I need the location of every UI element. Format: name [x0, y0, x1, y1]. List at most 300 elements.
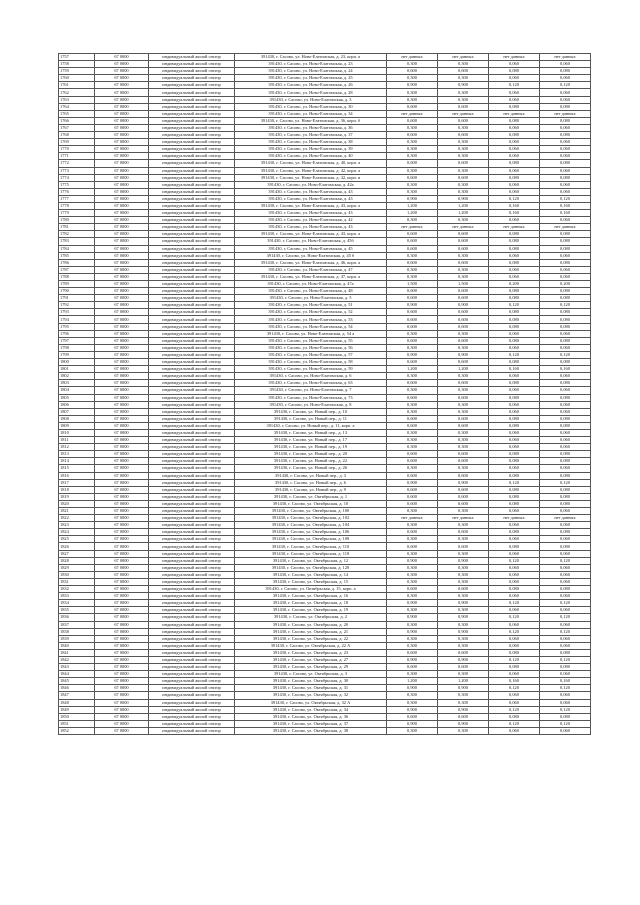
- code-cell: 67 0000: [95, 422, 149, 429]
- value-cell-4: 0,080: [540, 649, 591, 656]
- row-number-cell: 1759: [59, 68, 95, 75]
- category-cell: индивидуальный жилой сектор: [149, 153, 235, 160]
- value-cell-4: 0,080: [540, 132, 591, 139]
- value-cell-4: 0,080: [540, 543, 591, 550]
- value-cell-3: 0,060: [489, 252, 540, 259]
- value-cell-3: 0,080: [489, 422, 540, 429]
- value-cell-1: 0,300: [387, 330, 438, 337]
- code-cell: 67 0000: [95, 202, 149, 209]
- value-cell-2: 0,600: [438, 68, 489, 75]
- value-cell-1: 0,900: [387, 706, 438, 713]
- row-number-cell: 1835: [59, 607, 95, 614]
- code-cell: 67 0000: [95, 288, 149, 295]
- category-cell: индивидуальный жилой сектор: [149, 61, 235, 68]
- value-cell-4: 0,080: [540, 586, 591, 593]
- row-number-cell: 1816: [59, 472, 95, 479]
- value-cell-3: 0,080: [489, 245, 540, 252]
- value-cell-1: нет данных: [387, 224, 438, 231]
- address-cell: 391430, г. Сасово, ул. Ново-Елатомская, д. 53: [235, 316, 387, 323]
- value-cell-4: 0,080: [540, 68, 591, 75]
- value-cell-1: 1,500: [387, 281, 438, 288]
- address-cell: 391430, г. Сасово, ул. Ново-Елатомская, д. 23: [235, 61, 387, 68]
- table-row: [59, 337, 591, 344]
- value-cell-4: 0,120: [540, 720, 591, 727]
- row-number-cell: 1809: [59, 422, 95, 429]
- table-row: [59, 96, 591, 103]
- row-number-cell: 1774: [59, 174, 95, 181]
- row-number-cell: 1839: [59, 635, 95, 642]
- value-cell-3: 0,080: [489, 238, 540, 245]
- code-cell: 67 0000: [95, 359, 149, 366]
- category-cell: индивидуальный жилой сектор: [149, 387, 235, 394]
- value-cell-2: 1,500: [438, 281, 489, 288]
- code-cell: 67 0000: [95, 713, 149, 720]
- value-cell-1: 0,300: [387, 550, 438, 557]
- row-number-cell: 1841: [59, 649, 95, 656]
- category-cell: индивидуальный жилой сектор: [149, 635, 235, 642]
- row-number-cell: 1831: [59, 578, 95, 585]
- category-cell: индивидуальный жилой сектор: [149, 550, 235, 557]
- value-cell-4: 0,120: [540, 656, 591, 663]
- value-cell-4: 0,080: [540, 713, 591, 720]
- code-cell: 67 0000: [95, 273, 149, 280]
- category-cell: индивидуальный жилой сектор: [149, 656, 235, 663]
- code-cell: 67 0000: [95, 281, 149, 288]
- category-cell: индивидуальный жилой сектор: [149, 543, 235, 550]
- table-row: [59, 103, 591, 110]
- row-number-cell: 1824: [59, 529, 95, 536]
- value-cell-4: 0,080: [540, 500, 591, 507]
- value-cell-2: 1,200: [438, 678, 489, 685]
- address-cell: 391430, г. Сасово, ул. Ново-Елатомская, д. 43: [235, 210, 387, 217]
- row-number-cell: 1767: [59, 124, 95, 131]
- value-cell-2: 0,300: [438, 61, 489, 68]
- value-cell-2: 0,300: [438, 401, 489, 408]
- value-cell-4: 0,060: [540, 217, 591, 224]
- value-cell-1: 0,600: [387, 415, 438, 422]
- value-cell-1: 0,600: [387, 160, 438, 167]
- value-cell-2: 0,600: [438, 174, 489, 181]
- code-cell: 67 0000: [95, 188, 149, 195]
- code-cell: 67 0000: [95, 706, 149, 713]
- address-cell: 391430, г. Сасово, ул. Ново-Елатомская, д. 45 б: [235, 252, 387, 259]
- value-cell-3: 0,120: [489, 720, 540, 727]
- code-cell: 67 0000: [95, 444, 149, 451]
- table-row: [59, 288, 591, 295]
- code-cell: 67 0000: [95, 543, 149, 550]
- row-number-cell: 1770: [59, 146, 95, 153]
- value-cell-4: 0,080: [540, 174, 591, 181]
- category-cell: индивидуальный жилой сектор: [149, 252, 235, 259]
- row-number-cell: 1834: [59, 600, 95, 607]
- value-cell-2: 0,900: [438, 479, 489, 486]
- value-cell-4: 0,060: [540, 89, 591, 96]
- address-cell: 391430, г. Сасово, ул. Ново-Елатомская, д. 42, корп. в: [235, 174, 387, 181]
- value-cell-4: 0,080: [540, 415, 591, 422]
- value-cell-4: нет данных: [540, 110, 591, 117]
- value-cell-4: 0,060: [540, 344, 591, 351]
- value-cell-2: 0,600: [438, 117, 489, 124]
- value-cell-3: 0,060: [489, 408, 540, 415]
- row-number-cell: 1757: [59, 54, 95, 61]
- category-cell: индивидуальный жилой сектор: [149, 564, 235, 571]
- address-cell: 391430, г. Сасово, ул. Октябрьская, д. 36: [235, 713, 387, 720]
- row-number-cell: 1776: [59, 188, 95, 195]
- category-cell: индивидуальный жилой сектор: [149, 124, 235, 131]
- row-number-cell: 1810: [59, 429, 95, 436]
- address-cell: 391430, г. Сасово, ул. Ново-Елатомская, д. 57: [235, 351, 387, 358]
- value-cell-3: 0,060: [489, 508, 540, 515]
- code-cell: 67 0000: [95, 96, 149, 103]
- value-cell-2: 0,600: [438, 529, 489, 536]
- row-number-cell: 1801: [59, 366, 95, 373]
- value-cell-3: 0,060: [489, 344, 540, 351]
- table-row: [59, 146, 591, 153]
- table-row: [59, 68, 591, 75]
- value-cell-2: 0,600: [438, 543, 489, 550]
- code-cell: 67 0000: [95, 302, 149, 309]
- category-cell: индивидуальный жилой сектор: [149, 266, 235, 273]
- table-row: [59, 628, 591, 635]
- value-cell-3: 0,080: [489, 68, 540, 75]
- row-number-cell: 1780: [59, 217, 95, 224]
- value-cell-2: 0,300: [438, 444, 489, 451]
- code-cell: 67 0000: [95, 642, 149, 649]
- code-cell: 67 0000: [95, 508, 149, 515]
- address-cell: 391430, г. Сасово, ул. Ново-Елатомская, д. 42а: [235, 181, 387, 188]
- value-cell-3: 0,080: [489, 486, 540, 493]
- value-cell-3: 0,080: [489, 160, 540, 167]
- row-number-cell: 1842: [59, 656, 95, 663]
- value-cell-2: 0,600: [438, 259, 489, 266]
- table-row: [59, 422, 591, 429]
- category-cell: индивидуальный жилой сектор: [149, 642, 235, 649]
- address-cell: 391430, г. Сасово, ул. Ново-Елатомская, д. 45б: [235, 238, 387, 245]
- row-number-cell: 1797: [59, 337, 95, 344]
- row-number-cell: 1798: [59, 344, 95, 351]
- value-cell-3: 0,060: [489, 437, 540, 444]
- value-cell-1: 0,300: [387, 373, 438, 380]
- value-cell-3: 0,060: [489, 167, 540, 174]
- category-cell: индивидуальный жилой сектор: [149, 465, 235, 472]
- value-cell-1: 0,600: [387, 713, 438, 720]
- value-cell-1: 0,300: [387, 444, 438, 451]
- value-cell-4: 0,060: [540, 508, 591, 515]
- value-cell-4: 0,080: [540, 259, 591, 266]
- row-number-cell: 1769: [59, 139, 95, 146]
- address-cell: 391430, г. Сасово, ул. Новый пер., д. 6: [235, 479, 387, 486]
- value-cell-4: 0,060: [540, 408, 591, 415]
- code-cell: 67 0000: [95, 586, 149, 593]
- address-cell: 391430, г. Сасово, ул. Октябрьская, д. 29: [235, 664, 387, 671]
- category-cell: индивидуальный жилой сектор: [149, 522, 235, 529]
- value-cell-1: 0,600: [387, 500, 438, 507]
- value-cell-1: 0,600: [387, 238, 438, 245]
- category-cell: индивидуальный жилой сектор: [149, 273, 235, 280]
- value-cell-1: 0,300: [387, 621, 438, 628]
- value-cell-4: 0,080: [540, 472, 591, 479]
- row-number-cell: 1806: [59, 401, 95, 408]
- value-cell-1: 0,900: [387, 656, 438, 663]
- address-cell: 391430, г. Сасово, ул. Октябрьская, д. 27: [235, 656, 387, 663]
- code-cell: 67 0000: [95, 139, 149, 146]
- value-cell-4: 0,080: [540, 337, 591, 344]
- table-row: [59, 153, 591, 160]
- code-cell: 67 0000: [95, 316, 149, 323]
- code-cell: 67 0000: [95, 564, 149, 571]
- value-cell-3: 0,120: [489, 706, 540, 713]
- table-row: [59, 607, 591, 614]
- table-row: [59, 394, 591, 401]
- address-cell: 391430, г. Сасово, ул. Новый пер., д. 11, корп. а: [235, 422, 387, 429]
- value-cell-1: 0,300: [387, 139, 438, 146]
- value-cell-3: 0,060: [489, 578, 540, 585]
- value-cell-2: 0,300: [438, 699, 489, 706]
- row-number-cell: 1761: [59, 82, 95, 89]
- row-number-cell: 1814: [59, 458, 95, 465]
- address-cell: 391430, г. Сасово, ул. Новый пер., д. 11: [235, 415, 387, 422]
- value-cell-3: нет данных: [489, 515, 540, 522]
- row-number-cell: 1815: [59, 465, 95, 472]
- address-cell: 391430, г. Сасово, ул. Ново-Елатомская, д. 25: [235, 75, 387, 82]
- category-cell: индивидуальный жилой сектор: [149, 486, 235, 493]
- row-number-cell: 1838: [59, 628, 95, 635]
- value-cell-1: 0,300: [387, 61, 438, 68]
- value-cell-2: 0,600: [438, 359, 489, 366]
- value-cell-1: 0,600: [387, 664, 438, 671]
- address-cell: 391430, г. Сасово, ул. Октябрьская, д. 10: [235, 500, 387, 507]
- value-cell-4: 0,120: [540, 600, 591, 607]
- address-cell: 391430, г. Сасово, ул. Октябрьская, д. 20: [235, 621, 387, 628]
- value-cell-2: 0,900: [438, 82, 489, 89]
- value-cell-2: 0,900: [438, 628, 489, 635]
- value-cell-2: 0,300: [438, 344, 489, 351]
- address-cell: 391430, г. Сасово, ул. Октябрьская, д. 16: [235, 593, 387, 600]
- table-row: [59, 536, 591, 543]
- value-cell-1: 0,300: [387, 671, 438, 678]
- value-cell-2: 0,600: [438, 380, 489, 387]
- value-cell-2: 0,600: [438, 451, 489, 458]
- code-cell: 67 0000: [95, 678, 149, 685]
- value-cell-4: нет данных: [540, 54, 591, 61]
- code-cell: 67 0000: [95, 89, 149, 96]
- value-cell-3: 0,080: [489, 288, 540, 295]
- category-cell: индивидуальный жилой сектор: [149, 628, 235, 635]
- row-number-cell: 1811: [59, 437, 95, 444]
- code-cell: 67 0000: [95, 238, 149, 245]
- value-cell-2: 0,600: [438, 664, 489, 671]
- code-cell: 67 0000: [95, 656, 149, 663]
- value-cell-1: 0,600: [387, 472, 438, 479]
- value-cell-4: 0,080: [540, 103, 591, 110]
- row-number-cell: 1829: [59, 564, 95, 571]
- row-number-cell: 1826: [59, 543, 95, 550]
- value-cell-2: 0,300: [438, 727, 489, 734]
- code-cell: 67 0000: [95, 571, 149, 578]
- value-cell-3: 0,200: [489, 281, 540, 288]
- table-row: [59, 359, 591, 366]
- category-cell: индивидуальный жилой сектор: [149, 422, 235, 429]
- value-cell-2: 0,300: [438, 429, 489, 436]
- table-row: [59, 550, 591, 557]
- address-cell: 391430, г. Сасово, ул. Ново-Елатомская, д. 30: [235, 103, 387, 110]
- value-cell-3: 0,080: [489, 493, 540, 500]
- table-row: [59, 649, 591, 656]
- value-cell-1: 0,900: [387, 557, 438, 564]
- value-cell-3: 0,060: [489, 153, 540, 160]
- value-cell-4: 0,060: [540, 671, 591, 678]
- value-cell-1: 0,600: [387, 422, 438, 429]
- value-cell-3: 0,080: [489, 231, 540, 238]
- value-cell-4: 0,160: [540, 678, 591, 685]
- address-cell: 391430, г. Сасово, ул. Октябрьская, д. 32 А: [235, 699, 387, 706]
- value-cell-4: 0,120: [540, 685, 591, 692]
- value-cell-3: нет данных: [489, 224, 540, 231]
- category-cell: индивидуальный жилой сектор: [149, 593, 235, 600]
- code-cell: 67 0000: [95, 593, 149, 600]
- row-number-cell: 1794: [59, 316, 95, 323]
- value-cell-1: 0,600: [387, 231, 438, 238]
- row-number-cell: 1817: [59, 479, 95, 486]
- row-number-cell: 1772: [59, 160, 95, 167]
- row-number-cell: 1765: [59, 110, 95, 117]
- code-cell: 67 0000: [95, 671, 149, 678]
- code-cell: 67 0000: [95, 692, 149, 699]
- code-cell: 67 0000: [95, 408, 149, 415]
- category-cell: индивидуальный жилой сектор: [149, 181, 235, 188]
- value-cell-4: 0,120: [540, 195, 591, 202]
- value-cell-3: 0,060: [489, 146, 540, 153]
- category-cell: индивидуальный жилой сектор: [149, 720, 235, 727]
- category-cell: индивидуальный жилой сектор: [149, 359, 235, 366]
- value-cell-1: 0,300: [387, 273, 438, 280]
- value-cell-3: 0,120: [489, 614, 540, 621]
- value-cell-1: 0,300: [387, 564, 438, 571]
- address-cell: 391430, г. Сасово, ул. Ново-Елатомская, д. 45: [235, 245, 387, 252]
- table-row: [59, 210, 591, 217]
- value-cell-1: 0,300: [387, 89, 438, 96]
- address-cell: 391430, г. Сасово, ул. Октябрьская, д. 118: [235, 550, 387, 557]
- value-cell-2: 1,200: [438, 202, 489, 209]
- value-cell-1: 0,900: [387, 720, 438, 727]
- code-cell: 67 0000: [95, 68, 149, 75]
- code-cell: 67 0000: [95, 720, 149, 727]
- table-row: [59, 132, 591, 139]
- row-number-cell: 1819: [59, 493, 95, 500]
- value-cell-4: 0,060: [540, 429, 591, 436]
- value-cell-1: 0,300: [387, 522, 438, 529]
- value-cell-4: 0,080: [540, 295, 591, 302]
- value-cell-4: 0,080: [540, 117, 591, 124]
- row-number-cell: 1771: [59, 153, 95, 160]
- code-cell: 67 0000: [95, 415, 149, 422]
- row-number-cell: 1803: [59, 380, 95, 387]
- table-row: [59, 429, 591, 436]
- table-row: [59, 302, 591, 309]
- value-cell-2: 0,900: [438, 720, 489, 727]
- code-cell: 67 0000: [95, 124, 149, 131]
- row-number-cell: 1789: [59, 281, 95, 288]
- row-number-cell: 1848: [59, 699, 95, 706]
- value-cell-3: 0,060: [489, 96, 540, 103]
- value-cell-1: 0,300: [387, 699, 438, 706]
- value-cell-3: 0,120: [489, 600, 540, 607]
- table-row: [59, 408, 591, 415]
- value-cell-3: 0,060: [489, 444, 540, 451]
- value-cell-2: 0,600: [438, 422, 489, 429]
- value-cell-2: 0,300: [438, 330, 489, 337]
- address-cell: 391430, г. Сасово, ул. Октябрьская, д. 22 А: [235, 642, 387, 649]
- value-cell-1: 0,300: [387, 252, 438, 259]
- value-cell-4: 0,060: [540, 465, 591, 472]
- table-row: [59, 89, 591, 96]
- table-row: [59, 281, 591, 288]
- category-cell: индивидуальный жилой сектор: [149, 515, 235, 522]
- row-number-cell: 1783: [59, 238, 95, 245]
- row-number-cell: 1802: [59, 373, 95, 380]
- value-cell-3: нет данных: [489, 54, 540, 61]
- address-cell: 391430, г. Сасово, ул. Ново-Елатомская, д. 63: [235, 380, 387, 387]
- address-cell: 391430, г. Сасово, ул. Ново-Елатомская, д. 42, корп. а: [235, 167, 387, 174]
- value-cell-1: 0,300: [387, 607, 438, 614]
- table-row: [59, 174, 591, 181]
- row-number-cell: 1777: [59, 195, 95, 202]
- value-cell-4: 0,080: [540, 323, 591, 330]
- value-cell-4: 0,080: [540, 160, 591, 167]
- value-cell-4: 0,060: [540, 437, 591, 444]
- category-cell: индивидуальный жилой сектор: [149, 373, 235, 380]
- table-row: [59, 82, 591, 89]
- table-row: [59, 493, 591, 500]
- code-cell: 67 0000: [95, 259, 149, 266]
- category-cell: индивидуальный жилой сектор: [149, 103, 235, 110]
- value-cell-3: 0,060: [489, 387, 540, 394]
- address-cell: 391430, г. Сасово, ул. Октябрьская, д. 22: [235, 635, 387, 642]
- category-cell: индивидуальный жилой сектор: [149, 401, 235, 408]
- value-cell-3: 0,160: [489, 210, 540, 217]
- value-cell-4: 0,060: [540, 387, 591, 394]
- value-cell-2: 0,300: [438, 252, 489, 259]
- table-row: [59, 323, 591, 330]
- code-cell: 67 0000: [95, 330, 149, 337]
- value-cell-1: 0,600: [387, 394, 438, 401]
- code-cell: 67 0000: [95, 401, 149, 408]
- table-row: [59, 614, 591, 621]
- value-cell-4: 0,200: [540, 281, 591, 288]
- value-cell-2: 0,300: [438, 635, 489, 642]
- code-cell: 67 0000: [95, 685, 149, 692]
- value-cell-4: 0,060: [540, 181, 591, 188]
- category-cell: индивидуальный жилой сектор: [149, 259, 235, 266]
- table-row: [59, 543, 591, 550]
- address-cell: 391430, г. Сасово, ул. Ново-Елатомская, д. 38: [235, 139, 387, 146]
- value-cell-3: 0,080: [489, 295, 540, 302]
- address-cell: 391430, г. Сасово, ул. Октябрьская, д. 32: [235, 692, 387, 699]
- category-cell: индивидуальный жилой сектор: [149, 479, 235, 486]
- row-number-cell: 1799: [59, 351, 95, 358]
- value-cell-3: 0,080: [489, 103, 540, 110]
- code-cell: 67 0000: [95, 75, 149, 82]
- code-cell: 67 0000: [95, 245, 149, 252]
- value-cell-3: 0,080: [489, 316, 540, 323]
- value-cell-4: 0,120: [540, 557, 591, 564]
- category-cell: индивидуальный жилой сектор: [149, 493, 235, 500]
- value-cell-2: нет данных: [438, 224, 489, 231]
- value-cell-1: 0,300: [387, 387, 438, 394]
- table-row: [59, 678, 591, 685]
- category-cell: индивидуальный жилой сектор: [149, 351, 235, 358]
- address-cell: 391430, г. Сасово, ул. Октябрьская, д. 19: [235, 607, 387, 614]
